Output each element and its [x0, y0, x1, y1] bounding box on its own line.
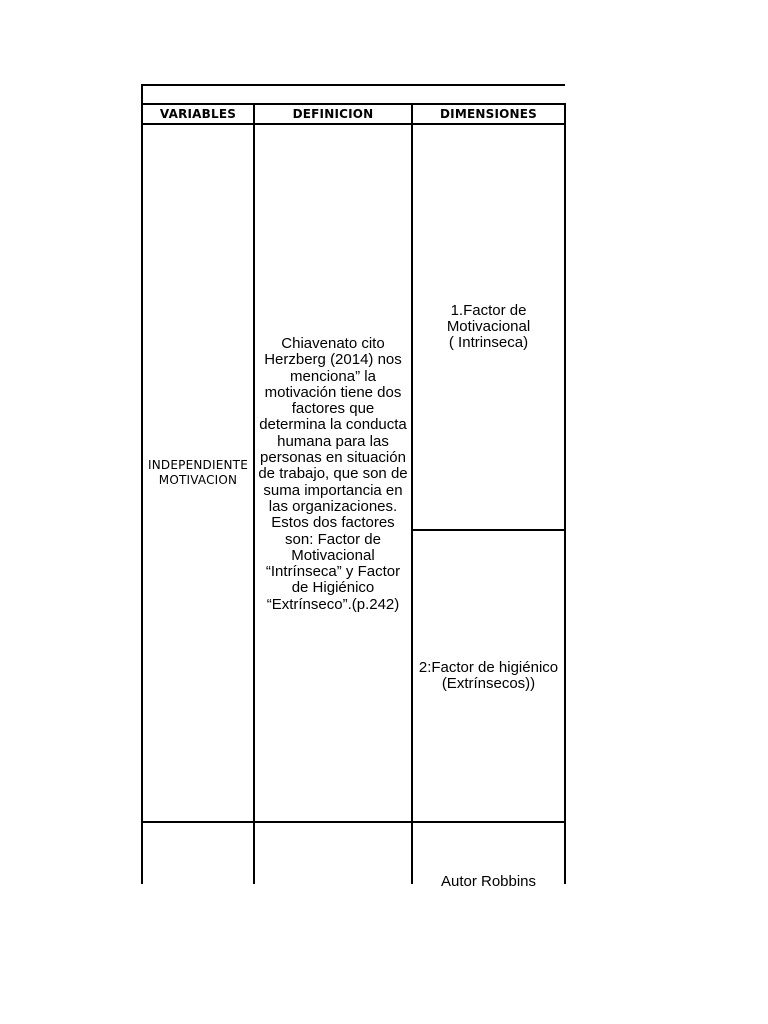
header-definicion: DEFINICION [292, 107, 374, 121]
variable-cell [143, 125, 253, 821]
dimension-partial-text: Autor Robbins [440, 873, 537, 890]
row-divider [141, 821, 566, 823]
dimension-2-cell: 2:Factor de higiénico (Extrínsecos)) [418, 658, 559, 692]
variable-type: INDEPENDIENTE [148, 458, 248, 472]
definition-cell: Chiavenato cito Herzberg (2014) nos menciona” la motivación tiene dos factores que determina la conducta humana para las personas en situación de trabajo, que son de suma importancia en las organizaciones. Estos dos factores son: Factor de Motivacional “Intrínseca” y Factor de Higiénico “Extrínseco”.(p.242) [258, 334, 408, 613]
variable-name: MOTIVACION [158, 473, 238, 487]
dimension-1-cell: 1.Factor de Motivacional ( Intrinseca) [446, 301, 531, 352]
right-border [564, 103, 566, 884]
table-top-border [141, 84, 565, 86]
header-variables: VARIABLES [159, 107, 237, 121]
header-dimensiones: DIMENSIONES [440, 107, 537, 121]
